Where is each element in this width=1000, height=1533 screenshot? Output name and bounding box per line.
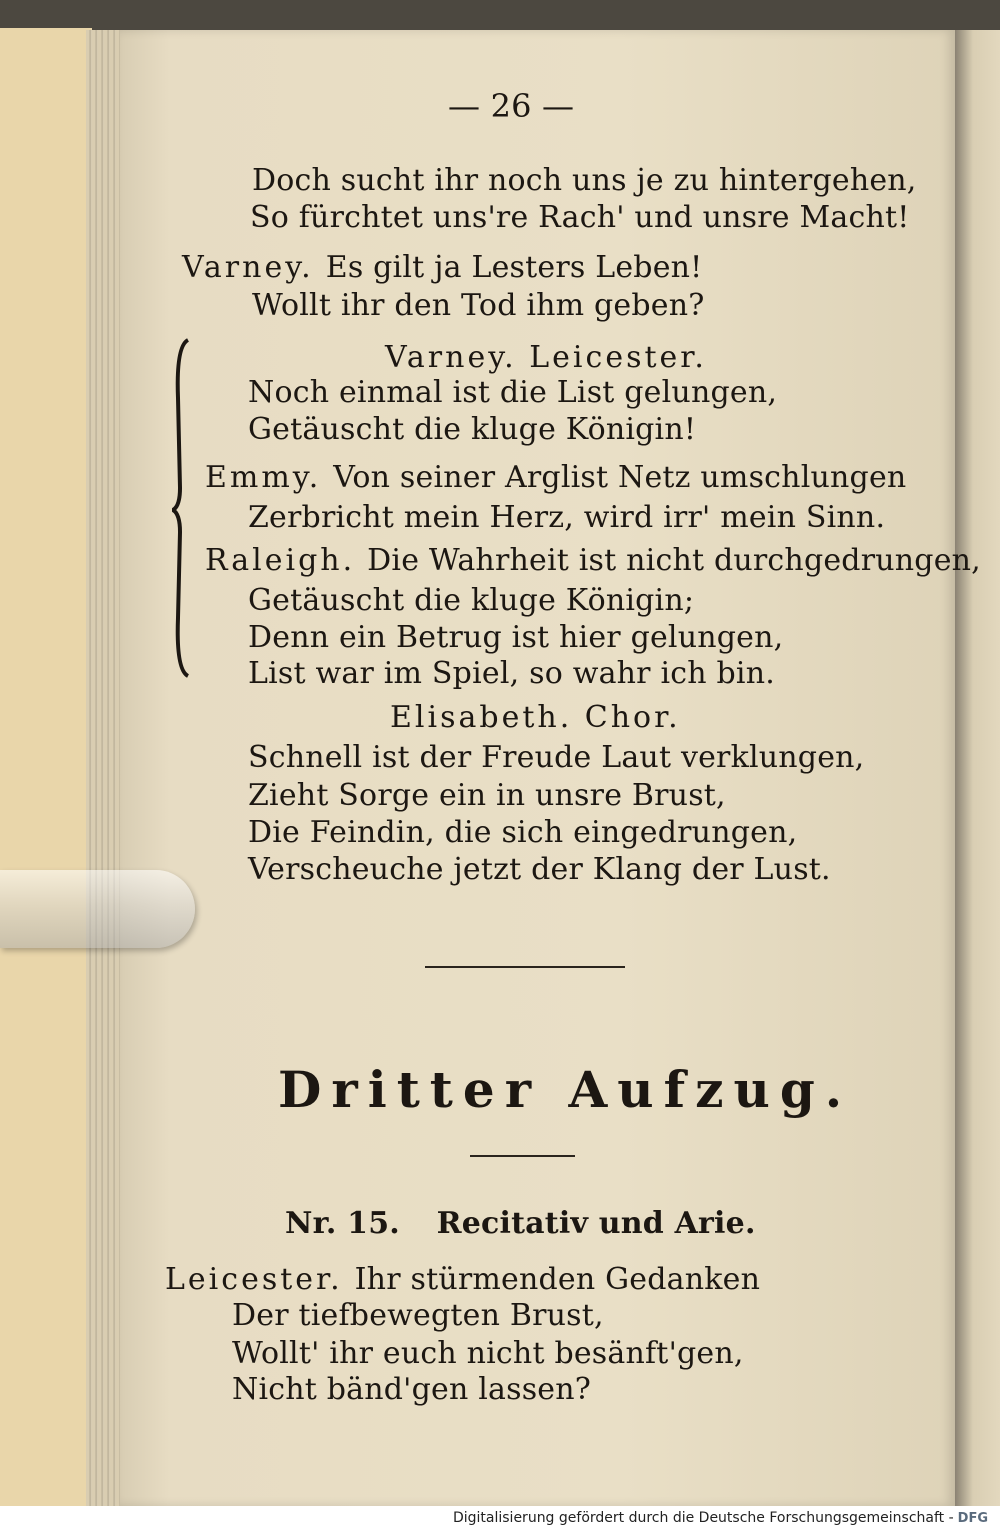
- act-title: Dritter Aufzug.: [278, 1060, 853, 1119]
- verse-text: Es gilt ja Lesters Leben!: [325, 250, 703, 285]
- verse-text: Die Wahrheit ist nicht durchgedrungen,: [367, 543, 981, 578]
- glass-bookmark: [0, 870, 195, 948]
- verse-text: Von seiner Arglist Netz umschlungen: [333, 460, 907, 495]
- text-line: Nicht bänd'gen lassen?: [232, 1372, 592, 1407]
- text-line: Die Feindin, die sich eingedrungen,: [248, 815, 798, 850]
- speaker-line: [165, 1262, 760, 1298]
- text-line: Zieht Sorge ein in unsre Brust,: [248, 778, 726, 813]
- divider-rule: [425, 966, 625, 968]
- text-line: List war im Spiel, so wahr ich bin.: [248, 656, 775, 691]
- section-heading: Elisabeth. Chor.: [390, 700, 681, 735]
- number-heading: [285, 1206, 756, 1242]
- text-line: Denn ein Betrug ist hier gelungen,: [248, 620, 784, 655]
- number-label: Nr. 15.: [285, 1206, 400, 1241]
- speaker-line: [205, 460, 906, 496]
- text-line: Getäuscht die kluge Königin!: [248, 412, 697, 447]
- text-line: Noch einmal ist die List gelungen,: [248, 375, 778, 410]
- speaker-name: Varney.: [182, 250, 314, 285]
- divider-rule: [470, 1155, 575, 1157]
- book-cover-edge: [0, 28, 92, 1506]
- scan-background-top: [0, 0, 1000, 30]
- section-heading: Varney. Leicester.: [385, 340, 707, 375]
- text-line: Wollt ihr den Tod ihm geben?: [252, 288, 705, 323]
- facing-page-edge: [955, 30, 1000, 1506]
- credit-text: Digitalisierung gefördert durch die Deutsche Forschungsgemeinschaft -: [452, 1510, 954, 1526]
- page-number: — 26 —: [448, 87, 575, 125]
- speaker-name: Raleigh.: [205, 543, 356, 578]
- speaker-name: Emmy.: [205, 460, 322, 495]
- verse-text: Ihr stürmenden Gedanken: [354, 1262, 761, 1297]
- text-line: Wollt' ihr euch nicht besänft'gen,: [232, 1336, 744, 1371]
- text-line: So fürchtet uns're Rach' und unsre Macht!: [250, 200, 910, 235]
- speaker-name: Leicester.: [165, 1262, 343, 1297]
- text-line: Der tiefbewegten Brust,: [232, 1298, 604, 1333]
- text-line: Schnell ist der Freude Laut verklungen,: [248, 740, 865, 775]
- text-line: Getäuscht die kluge Königin;: [248, 583, 695, 618]
- bracket-brace: [172, 338, 190, 678]
- dfg-logo: DFG: [957, 1511, 988, 1526]
- digitization-credit: [453, 1510, 988, 1526]
- text-line: Doch sucht ihr noch uns je zu hintergehen,: [252, 163, 917, 198]
- text-line: Verscheuche jetzt der Klang der Lust.: [248, 852, 831, 887]
- speaker-line: [205, 543, 981, 579]
- speaker-line: [182, 250, 702, 286]
- number-heading-text: Recitativ und Arie.: [436, 1206, 756, 1241]
- text-line: Zerbricht mein Herz, wird irr' mein Sinn.: [248, 500, 886, 535]
